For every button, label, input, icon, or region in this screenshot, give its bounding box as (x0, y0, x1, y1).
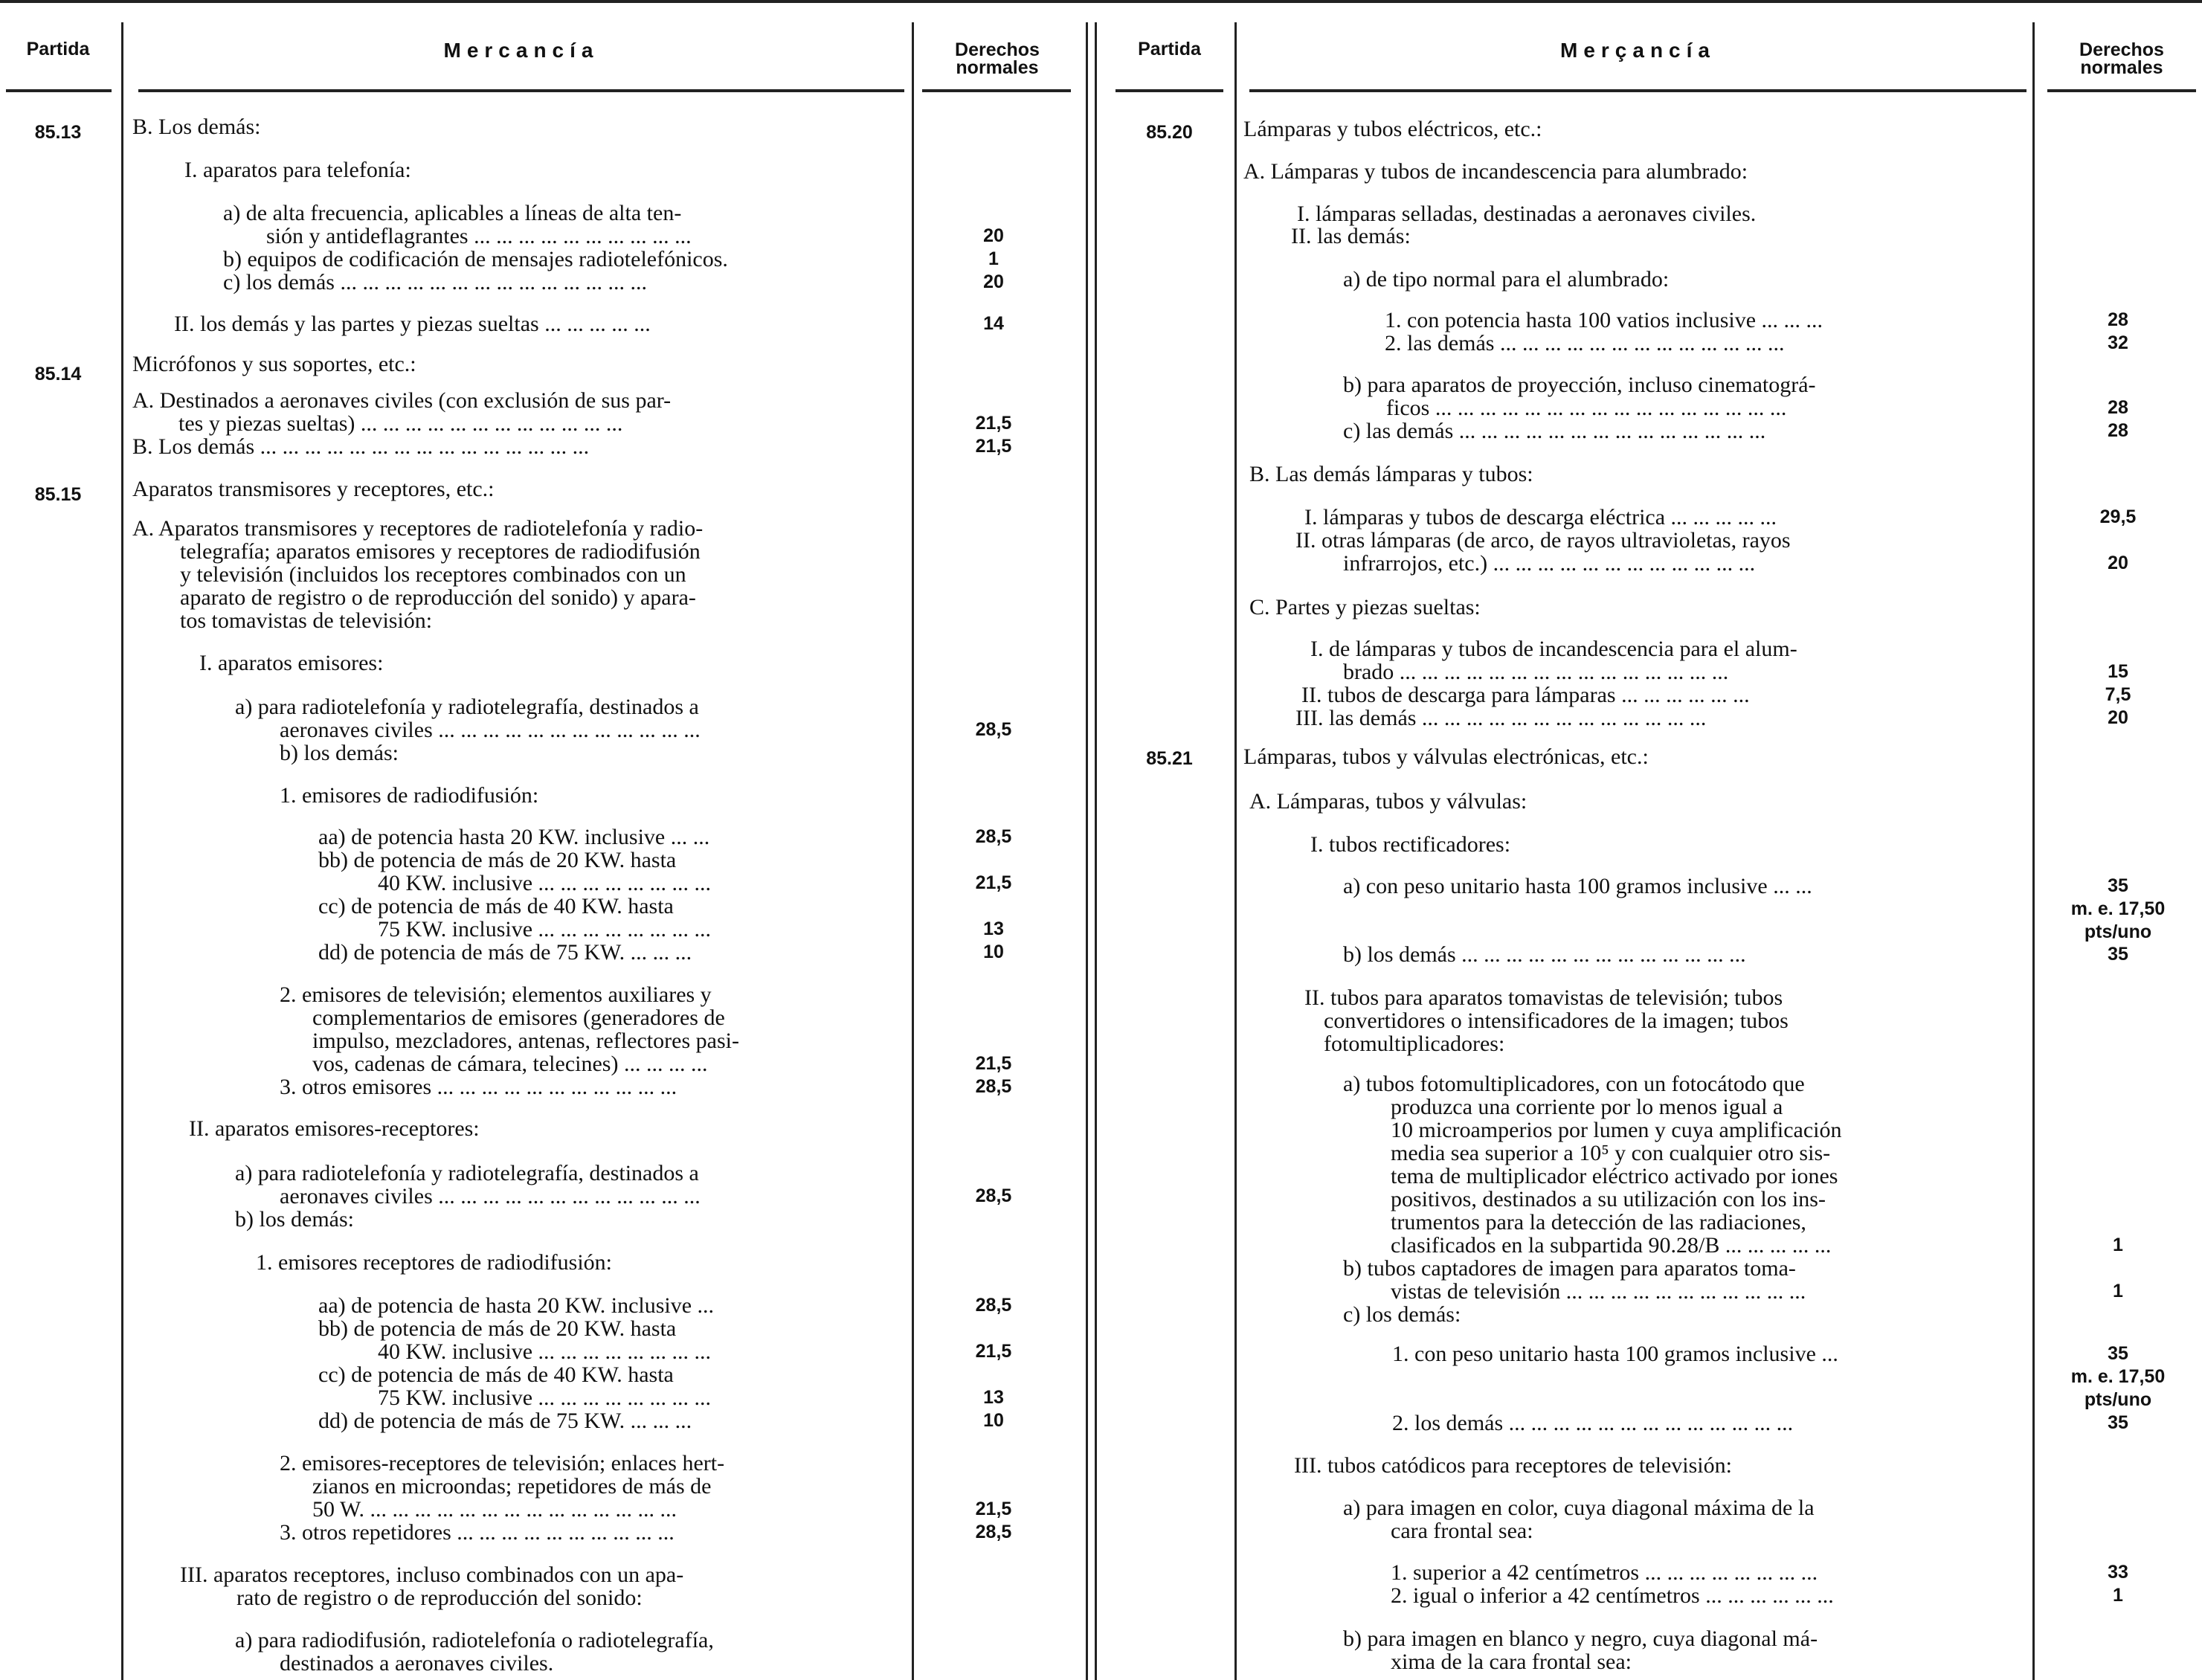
rate-value: 21,5 (975, 413, 1012, 434)
desc-line: brado ... ... ... ... ... ... ... ... ... ... ... ... ... ... ... (1343, 660, 1729, 684)
desc-line: complementarios de emisores (generadores de (312, 1005, 725, 1030)
desc-line: 2. los demás ... ... ... ... ... ... ... ... ... ... ... ... ... (1392, 1411, 1794, 1435)
rate-value: 10 (983, 1410, 1004, 1431)
desc-line: 2. igual o inferior a 42 centímetros ... ... ... ... ... ... (1391, 1583, 1834, 1608)
desc-line: 40 KW. inclusive ... ... ... ... ... ... ... ... (378, 871, 712, 895)
desc-line: a) tubos fotomultiplicadores, con un fotocátodo que (1343, 1072, 1805, 1096)
rate-value: 33 (2108, 1562, 2128, 1583)
desc-line: II. tubos para aparatos tomavistas de televisión; tubos (1304, 985, 1783, 1010)
header-derechos-left (919, 41, 1075, 77)
rate-value: 28,5 (975, 1076, 1012, 1097)
rate-value: m. e. 17,50 (2070, 1366, 2166, 1387)
desc-line: a) de alta frecuencia, aplicables a líneas de alta ten- (223, 201, 682, 225)
rate-value: 35 (2108, 875, 2128, 896)
divider-center-1 (1086, 22, 1088, 1680)
rate-value: 21,5 (975, 1499, 1012, 1519)
desc-line: produzca una corriente por lo menos igual a (1391, 1095, 1783, 1119)
desc-line: a) para radiotelefonía y radiotelegrafía, destinados a (235, 695, 699, 719)
desc-line: dd) de potencia de más de 75 KW. ... ... ... (318, 940, 692, 965)
desc-line: Aparatos transmisores y receptores, etc.: (132, 477, 495, 501)
header-rule-right-mercancia (1249, 89, 2026, 92)
desc-line: aeronaves civiles ... ... ... ... ... ... ... ... ... ... ... ... (280, 718, 701, 742)
desc-line: III. tubos catódicos para receptores de televisión: (1294, 1453, 1732, 1478)
desc-line: II. los demás y las partes y piezas sueltas ... ... ... ... ... (174, 312, 651, 336)
desc-line: a) para imagen en color, cuya diagonal máxima de la (1343, 1496, 1815, 1520)
desc-line: 40 KW. inclusive ... ... ... ... ... ... ... ... (378, 1339, 712, 1364)
desc-line: III. las demás ... ... ... ... ... ... ... ... ... ... ... ... ... (1295, 706, 1707, 730)
desc-line: aparato de registro o de reproducción del sonido) y apara- (180, 585, 696, 610)
desc-line: 75 KW. inclusive ... ... ... ... ... ... ... ... (378, 917, 712, 942)
desc-line: aa) de potencia de hasta 20 KW. inclusive ... (318, 1293, 715, 1318)
rate-value: 21,5 (975, 1341, 1012, 1362)
header-derechos-line2: normales (956, 57, 1039, 78)
desc-line: tema de multiplicador eléctrico activado por iones (1391, 1164, 1838, 1188)
desc-line: a) con peso unitario hasta 100 gramos inclusive ... ... (1343, 874, 1812, 898)
desc-line: b) para imagen en blanco y negro, cuya diagonal má- (1343, 1626, 1818, 1651)
rate-value: 20 (2108, 553, 2128, 573)
desc-line: bb) de potencia de más de 20 KW. hasta (318, 848, 677, 872)
rate-value: 1 (2113, 1585, 2123, 1606)
desc-line: Micrófonos y sus soportes, etc.: (132, 352, 416, 376)
divider-left-derechos (912, 22, 914, 1680)
desc-line: vistas de televisión ... ... ... ... ... ... ... ... ... ... ... (1391, 1279, 1806, 1304)
desc-line: II. otras lámparas (de arco, de rayos ultravioletas, rayos (1295, 528, 1791, 553)
desc-line: I. tubos rectificadores: (1310, 832, 1511, 857)
desc-line: 1. con peso unitario hasta 100 gramos inclusive ... (1392, 1342, 1838, 1366)
rate-value: 15 (2108, 661, 2128, 682)
desc-line: II. tubos de descarga para lámparas ... ... ... ... ... ... (1301, 683, 1750, 707)
rate-value: 14 (983, 313, 1004, 334)
desc-line: b) los demás: (235, 1207, 354, 1232)
rate-value: 28 (2108, 420, 2128, 441)
desc-line: 50 W. ... ... ... ... ... ... ... ... ... ... ... ... ... ... (312, 1497, 677, 1522)
desc-line: II. aparatos emisores-receptores: (189, 1116, 480, 1141)
desc-line: A. Aparatos transmisores y receptores de radiotelefonía y radio- (132, 516, 704, 541)
rate-value: 21,5 (975, 1053, 1012, 1074)
rate-value: 21,5 (975, 872, 1012, 893)
desc-line: 3. otros emisores ... ... ... ... ... ... ... ... ... ... ... (280, 1075, 677, 1099)
divider-right-partida (1234, 22, 1237, 1680)
rate-value: 35 (2108, 1343, 2128, 1364)
desc-line: I. de lámparas y tubos de incandescencia para el alum- (1310, 637, 1797, 661)
desc-line: I. lámparas y tubos de descarga eléctrica ... ... ... ... ... (1304, 505, 1777, 530)
rate-value: 10 (983, 942, 1004, 962)
desc-line: vos, cadenas de cámara, telecines) ... ... ... ... (312, 1052, 708, 1076)
divider-right-derechos (2032, 22, 2035, 1680)
desc-line: dd) de potencia de más de 75 KW. ... ... ... (318, 1409, 692, 1433)
header-derechos-line1: Derechos (2079, 39, 2164, 60)
rate-value: 28,5 (975, 1185, 1012, 1206)
header-rule-left-derechos (922, 89, 1071, 92)
header-derechos-line2: normales (2080, 57, 2163, 78)
desc-line: 1. con potencia hasta 100 vatios inclusive ... ... ... (1385, 308, 1823, 332)
rate-value: pts/uno (2084, 921, 2152, 942)
rate-value: pts/uno (2084, 1389, 2152, 1410)
desc-line: I. lámparas selladas, destinadas a aeronaves civiles. (1297, 202, 1757, 226)
partida-code: 85.13 (34, 122, 82, 143)
desc-line: aa) de potencia hasta 20 KW. inclusive ... ... (318, 825, 710, 849)
desc-line: tes y piezas sueltas) ... ... ... ... ... ... ... ... ... ... ... ... (178, 411, 623, 436)
rate-value: 20 (2108, 707, 2128, 728)
desc-line: B. Las demás lámparas y tubos: (1249, 462, 1533, 486)
desc-line: 2. emisores de televisión; elementos auxiliares y (280, 982, 712, 1007)
desc-line: 1. emisores de radiodifusión: (280, 783, 539, 808)
partida-code: 85.14 (34, 364, 82, 384)
header-rule-right-partida (1116, 89, 1223, 92)
desc-line: b) para aparatos de proyección, incluso cinematográ- (1343, 373, 1816, 397)
rate-value: 13 (983, 1387, 1004, 1408)
desc-line: 10 microamperios por lumen y cuya amplificación (1391, 1118, 1842, 1142)
rate-value: 20 (983, 271, 1004, 292)
desc-line: y televisión (incluidos los receptores combinados con un (180, 562, 686, 587)
desc-line: C. Partes y piezas sueltas: (1249, 595, 1481, 619)
rate-value: 28 (2108, 309, 2128, 330)
desc-line: a) de tipo normal para el alumbrado: (1343, 267, 1670, 292)
desc-line: B. Los demás: (132, 115, 261, 139)
divider-center-2 (1095, 22, 1097, 1680)
partida-code: 85.15 (34, 484, 82, 505)
desc-line: 1. emisores receptores de radiodifusión: (256, 1250, 613, 1275)
rate-value: 13 (983, 918, 1004, 939)
header-rule-left-mercancia (138, 89, 904, 92)
desc-line: xima de la cara frontal sea: (1391, 1650, 1632, 1674)
desc-line: infrarrojos, etc.) ... ... ... ... ... ... ... ... ... ... ... ... (1343, 551, 1756, 576)
desc-line: c) los demás ... ... ... ... ... ... ... ... ... ... ... ... ... ... (223, 270, 647, 295)
desc-line: bb) de potencia de más de 20 KW. hasta (318, 1316, 677, 1341)
desc-line: destinados a aeronaves civiles. (280, 1651, 554, 1676)
header-partida-right: Partida (1138, 39, 1201, 59)
rate-value: 1 (2113, 1281, 2123, 1301)
partida-code: 85.20 (1146, 122, 1193, 143)
rate-value: m. e. 17,50 (2070, 898, 2166, 919)
header-partida-left: Partida (26, 39, 90, 59)
desc-line: A. Destinados a aeronaves civiles (con exclusión de sus par- (132, 388, 672, 413)
desc-line: ficos ... ... ... ... ... ... ... ... ... ... ... ... ... ... ... ... (1386, 396, 1787, 420)
desc-line: c) los demás: (1343, 1302, 1461, 1327)
desc-line: III. aparatos receptores, incluso combinados con un apa- (180, 1562, 684, 1587)
rate-value: 28,5 (975, 1522, 1012, 1542)
divider-left-partida (121, 22, 123, 1680)
desc-line: I. aparatos emisores: (199, 651, 384, 675)
rate-value: 21,5 (975, 436, 1012, 457)
rate-value: 7,5 (2105, 684, 2131, 705)
rate-value: 29,5 (2099, 506, 2137, 527)
rate-value: 28,5 (975, 826, 1012, 847)
desc-line: impulso, mezcladores, antenas, reflectores pasi- (312, 1029, 739, 1053)
desc-line: rato de registro o de reproducción del sonido: (236, 1586, 643, 1610)
desc-line: A. Lámparas y tubos de incandescencia para alumbrado: (1243, 159, 1748, 184)
desc-line: b) tubos captadores de imagen para aparatos toma- (1343, 1256, 1796, 1281)
header-mercancia-right: Merçancía (1560, 39, 1716, 62)
header-rule-right-derechos (2047, 89, 2196, 92)
desc-line: A. Lámparas, tubos y válvulas: (1249, 789, 1527, 814)
desc-line: 2. las demás ... ... ... ... ... ... ... ... ... ... ... ... ... (1385, 331, 1785, 355)
desc-line: 2. emisores-receptores de televisión; enlaces hert- (280, 1451, 725, 1475)
desc-line: positivos, destinados a su utilización con los ins- (1391, 1187, 1826, 1211)
rate-value: 35 (2108, 944, 2128, 965)
desc-line: a) para radiotelefonía y radiotelegrafía, destinados a (235, 1161, 699, 1185)
desc-line: II. las demás: (1291, 224, 1411, 248)
rate-value: 32 (2108, 332, 2128, 353)
desc-line: Lámparas, tubos y válvulas electrónicas, etc.: (1243, 744, 1649, 769)
header-derechos-right (2047, 41, 2196, 77)
desc-line: Lámparas y tubos eléctricos, etc.: (1243, 117, 1542, 141)
header-derechos-line1: Derechos (955, 39, 1040, 60)
rate-value: 28 (2108, 397, 2128, 418)
rate-value: 35 (2108, 1412, 2128, 1433)
partida-code: 85.21 (1146, 748, 1193, 769)
desc-line: c) las demás ... ... ... ... ... ... ... ... ... ... ... ... ... ... (1343, 419, 1766, 443)
desc-line: cara frontal sea: (1391, 1519, 1533, 1543)
desc-line: aeronaves civiles ... ... ... ... ... ... ... ... ... ... ... ... (280, 1184, 701, 1208)
desc-line: fotomultiplicadores: (1324, 1032, 1505, 1056)
desc-line: telegrafía; aparatos emisores y receptores de radiodifusión (180, 539, 701, 564)
desc-line: trumentos para la detección de las radiaciones, (1391, 1210, 1806, 1235)
header-mercancia-left: Mercancía (443, 39, 599, 62)
desc-line: cc) de potencia de más de 40 KW. hasta (318, 894, 674, 918)
desc-line: media sea superior a 10⁵ y con cualquier otro sis- (1391, 1141, 1831, 1165)
desc-line: zianos en microondas; repetidores de más de (312, 1474, 712, 1499)
desc-line: sión y antideflagrantes ... ... ... ... ... ... ... ... ... ... (266, 224, 692, 248)
rate-value: 1 (988, 248, 999, 269)
desc-line: b) equipos de codificación de mensajes radiotelefónicos. (223, 247, 728, 271)
rate-value: 20 (983, 225, 1004, 246)
desc-line: b) los demás: (280, 741, 399, 765)
desc-line: 75 KW. inclusive ... ... ... ... ... ... ... ... (378, 1385, 712, 1410)
top-rule (0, 0, 2202, 3)
desc-line: B. Los demás ... ... ... ... ... ... ... ... ... ... ... ... ... ... ... (132, 434, 590, 459)
desc-line: b) los demás ... ... ... ... ... ... ... ... ... ... ... ... ... (1343, 942, 1746, 967)
rate-value: 28,5 (975, 1295, 1012, 1316)
desc-line: 1. superior a 42 centímetros ... ... ... ... ... ... ... ... (1391, 1560, 1818, 1585)
desc-line: convertidores o intensificadores de la imagen; tubos (1324, 1008, 1789, 1033)
rate-value: 28,5 (975, 719, 1012, 740)
desc-line: clasificados en la subpartida 90.28/B ... ... ... ... ... (1391, 1233, 1832, 1258)
desc-line: I. aparatos para telefonía: (184, 158, 411, 182)
header-rule-left-partida (6, 89, 112, 92)
desc-line: tos tomavistas de televisión: (180, 608, 433, 633)
desc-line: a) para radiodifusión, radiotelefonía o radiotelegrafía, (235, 1628, 714, 1652)
desc-line: 3. otros repetidores ... ... ... ... ... ... ... ... ... ... (280, 1520, 675, 1545)
desc-line: cc) de potencia de más de 40 KW. hasta (318, 1362, 674, 1387)
rate-value: 1 (2113, 1235, 2123, 1255)
